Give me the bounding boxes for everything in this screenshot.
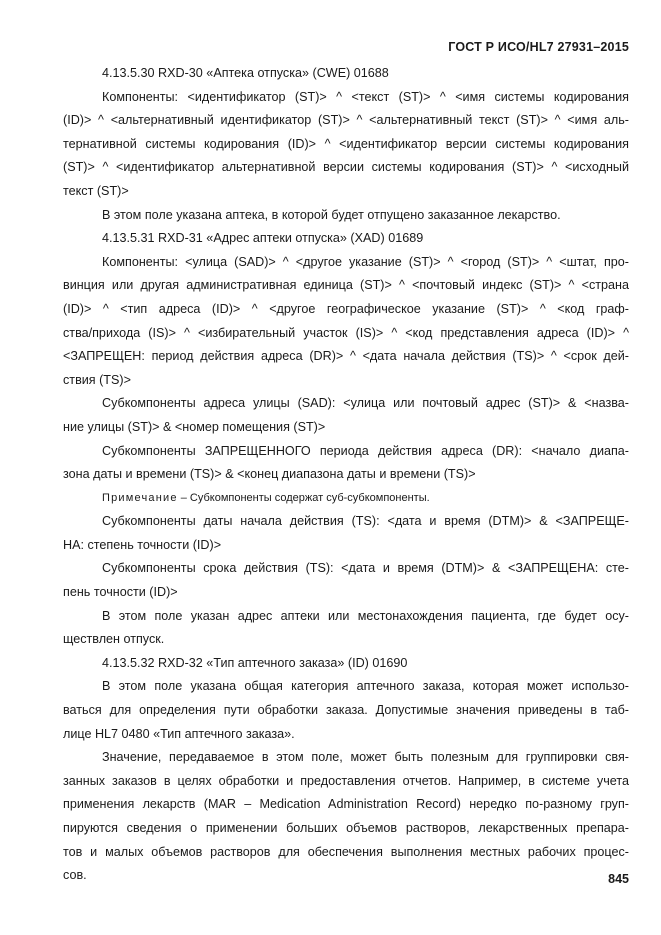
text-line: ществлен отпуск. xyxy=(63,632,165,647)
text-line: НА: степень точности (ID)> xyxy=(63,537,222,552)
text-line: 4.13.5.30 RXD-30 «Аптека отпуска» (CWE) 01688 xyxy=(102,66,389,80)
text-line: <ЗАПРЕЩЕН: период действия адреса (DR)> ^ <дата начала действия (TS)> ^ <срок дей- xyxy=(63,349,629,364)
text-line: тов и малых объемов растворов для обеспечения выполнения местных рабочих процес- xyxy=(63,844,629,859)
text-line: ваться для определения пути обработки заказа. Допустимые значения приведены в таб- xyxy=(63,703,629,718)
text-line: занных заказов в целях обработки и предоставления отчетов. Например, в системе учета xyxy=(63,773,629,788)
text-line: В этом поле указан адрес аптеки или местонахождения пациента, где будет осу- xyxy=(102,608,629,623)
text-line: В этом поле указана аптека, в которой будет отпущено заказанное лекарство. xyxy=(102,207,561,222)
note-text: – Субкомпоненты содержат суб-субкомпоненты. xyxy=(177,491,430,504)
text-line: Субкомпоненты ЗАПРЕЩЕННОГО периода действия адреса (DR): <начало диапа- xyxy=(102,443,629,458)
text-line: винция или другая административная единица (ST)> ^ <почтовый индекс (ST)> ^ <страна xyxy=(63,278,629,293)
text-line: (ST)> ^ <идентификатор альтернативной версии системы кодирования (ST)> ^ <исходный xyxy=(63,160,629,175)
text-line: 4.13.5.32 RXD-32 «Тип аптечного заказа» (ID) 01690 xyxy=(102,655,408,670)
page-number: 845 xyxy=(608,872,629,886)
text-line: лице HL7 0480 «Тип аптечного заказа». xyxy=(63,726,295,741)
text-line: текст (ST)> xyxy=(63,183,129,198)
text-line: сов. xyxy=(63,868,87,883)
text-line: 4.13.5.31 RXD-31 «Адрес аптеки отпуска» (XAD) 01689 xyxy=(102,231,424,246)
text-line: Субкомпоненты адреса улицы (SAD): <улица или почтовый адрес (ST)> & <назва- xyxy=(102,396,629,411)
text-line: ние улицы (ST)> & <номер помещения (ST)> xyxy=(63,419,326,434)
text-line: применения лекарств (MAR – Medication Administration Record) нередко по-разному груп- xyxy=(63,797,629,812)
text-line: (ID)> ^ <альтернативный идентификатор (ST)> ^ <альтернативный текст (ST)> ^ <имя аль- xyxy=(63,113,629,128)
text-line: Значение, передаваемое в этом поле, может быть полезным для группировки свя- xyxy=(102,750,629,765)
text-line: В этом поле указана общая категория аптечного заказа, которая может использо- xyxy=(102,679,629,694)
text-line: (ID)> ^ <тип адреса (ID)> ^ <другое географическое указание (ST)> ^ <код граф- xyxy=(63,301,629,316)
text-line: тернативной системы кодирования (ID)> ^ <идентификатор версии системы кодирования xyxy=(63,136,629,151)
text-line: пируются сведения о применении больших объемов растворов, лекарственных препара- xyxy=(63,821,629,835)
note-line xyxy=(63,487,629,511)
document-body xyxy=(63,62,629,888)
text-line: пень точности (ID)> xyxy=(63,585,178,600)
text-line: Компоненты: <идентификатор (ST)> ^ <текст (ST)> ^ <имя системы кодирования xyxy=(102,89,629,104)
text-line: Субкомпоненты даты начала действия (TS): <дата и время (DTM)> & <ЗАПРЕЩЕ- xyxy=(102,514,629,529)
text-line: ства/прихода (IS)> ^ <избирательный участок (IS)> ^ <код представления адреса (ID)> ^ xyxy=(63,325,629,340)
text-line: ствия (TS)> xyxy=(63,372,131,387)
document-standard-header: ГОСТ Р ИСО/HL7 27931–2015 xyxy=(448,40,629,54)
text-line: Субкомпоненты срока действия (TS): <дата и время (DTM)> & <ЗАПРЕЩЕНА: сте- xyxy=(102,561,629,576)
text-line: Компоненты: <улица (SAD)> ^ <другое указание (ST)> ^ <город (ST)> ^ <штат, про- xyxy=(102,254,629,269)
note-label: Примечание xyxy=(102,491,178,504)
text-line: зона даты и времени (TS)> & <конец диапазона даты и времени (TS)> xyxy=(63,467,476,482)
